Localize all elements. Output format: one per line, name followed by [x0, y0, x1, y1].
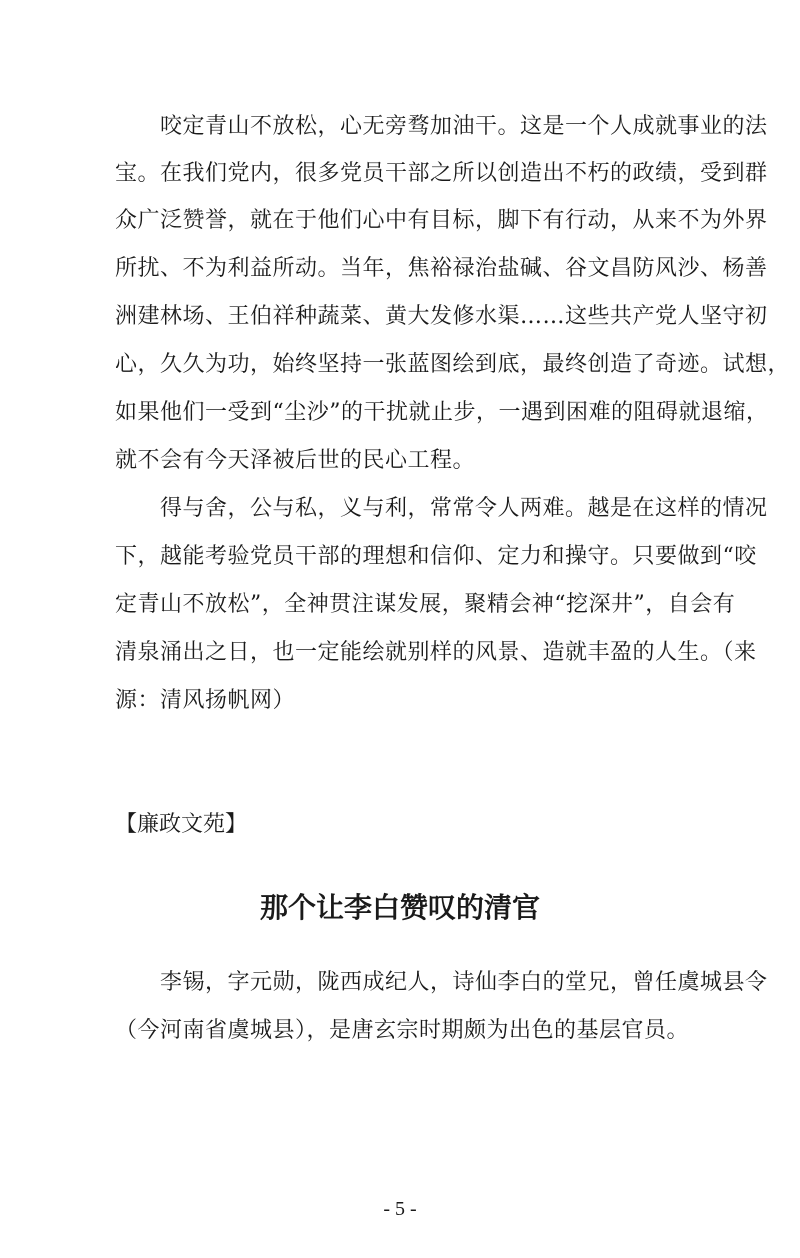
paragraph-line: 清泉涌出之日，也一定能绘就别样的风景、造就丰盈的人生。（来 [115, 640, 757, 665]
paragraph-line: （今河南省虞城县），是唐玄宗时期颇为出色的基层官员。 [115, 1018, 690, 1043]
paragraph-line: 下，越能考验党员干部的理想和信仰、定力和操守。只要做到“咬 [115, 544, 757, 569]
paragraph-line: 众广泛赞誉，就在于他们心中有目标，脚下有行动，从来不为外界 [115, 208, 768, 233]
paragraph-line: 如果他们一受到“尘沙”的干扰就止步，一遇到困难的阻碍就退缩， [115, 400, 769, 425]
paragraph-line: 洲建林场、王伯祥种蔬菜、黄大发修水渠……这些共产党人坚守初 [115, 304, 768, 329]
section-tag: 【廉政文苑】 [115, 812, 248, 837]
paragraph-line: 所扰、不为利益所动。当年，焦裕禄治盐碱、谷文昌防风沙、杨善 [115, 256, 768, 281]
paragraph-line: 得与舍，公与私，义与利，常常令人两难。越是在这样的情况 [160, 496, 768, 521]
paragraph-line: 源：清风扬帆网） [115, 688, 296, 713]
paragraph-line: 就不会有今天泽被后世的民心工程。 [115, 448, 476, 473]
paragraph-line: 定青山不放松”，全神贯注谋发展，聚精会神“挖深井”，自会有 [115, 592, 736, 617]
page-number: - 5 - [383, 1198, 417, 1220]
paragraph-line: 咬定青山不放松，心无旁骛加油干。这是一个人成就事业的法 [160, 114, 768, 139]
paragraph-line: 宝。在我们党内，很多党员干部之所以创造出不朽的政绩，受到群 [115, 161, 768, 186]
paragraph-line: 心，久久为功，始终坚持一张蓝图绘到底，最终创造了奇迹。试想， [115, 352, 791, 377]
article-title: 那个让李白赞叹的清官 [259, 891, 540, 924]
paragraph-line: 李锡，字元勋，陇西成纪人，诗仙李白的堂兄，曾任虞城县令 [160, 970, 768, 995]
